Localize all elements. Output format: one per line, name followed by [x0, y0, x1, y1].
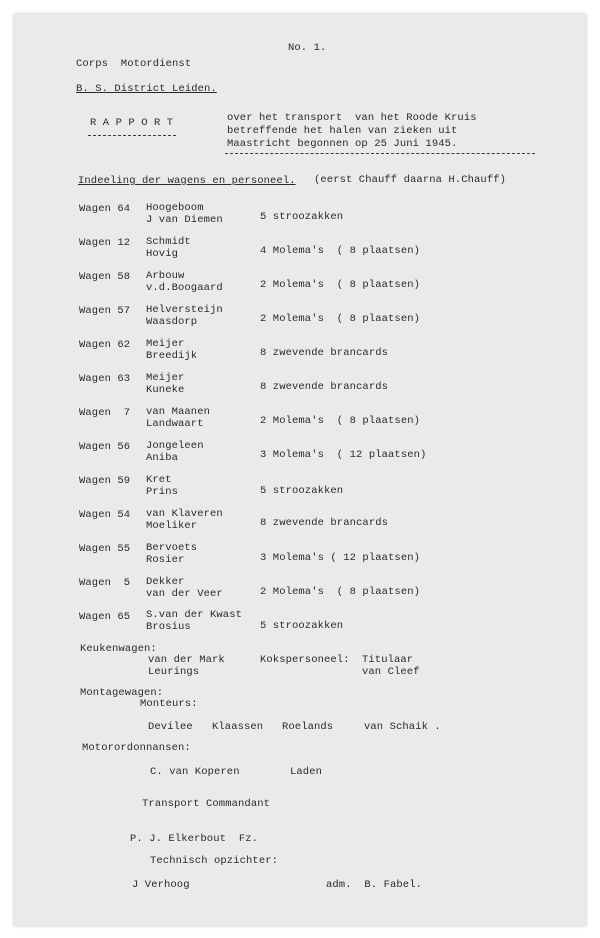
wagon-driver: Arbouw [146, 270, 185, 282]
wagon-codriver: J van Diemen [146, 214, 223, 226]
wagon-label: Wagen 63 [79, 373, 131, 385]
kitchen-name-1: van der Mark [148, 654, 225, 666]
report-line-2: betreffende het halen van zieken uit [227, 125, 458, 137]
wagon-driver: Jongeleen [146, 440, 204, 452]
district: B. S. District Leiden. [76, 83, 217, 95]
wagon-label: Wagen 5 [79, 577, 131, 589]
wagon-load: 2 Molema's ( 8 plaatsen) [260, 586, 421, 598]
wagon-codriver: Moeliker [146, 520, 198, 532]
wagon-driver: Hoogeboom [146, 202, 204, 214]
wagon-label: Wagen 7 [79, 407, 131, 419]
report-line-3: Maastricht begonnen op 25 Juni 1945. [227, 138, 458, 150]
wagon-load: 8 zwevende brancards [260, 517, 389, 529]
kitchen-label: Keukenwagen: [80, 643, 157, 655]
wagon-codriver: Rosier [146, 554, 185, 566]
kitchen-name-2: Leurings [148, 666, 200, 678]
wagon-load: 8 zwevende brancards [260, 381, 389, 393]
wagon-label: Wagen 64 [79, 203, 131, 215]
report-title: R A P P O R T [90, 117, 174, 129]
wagon-load: 5 stroozakken [260, 620, 344, 632]
wagon-driver: Helversteijn [146, 304, 223, 316]
wagon-codriver: Hovig [146, 248, 179, 260]
wagon-driver: van Maanen [146, 406, 211, 418]
kitchen-staff-1: Titulaar [362, 654, 414, 666]
wagon-label: Wagen 65 [79, 611, 131, 623]
wagon-driver: Dekker [146, 576, 185, 588]
wagon-codriver: Landwaart [146, 418, 204, 430]
wagon-label: Wagen 58 [79, 271, 131, 283]
section-heading: Indeeling der wagens en personeel. [78, 175, 296, 187]
wagon-codriver: Aniba [146, 452, 179, 464]
wagon-codriver: Prins [146, 486, 179, 498]
wagon-codriver: Brosius [146, 621, 191, 633]
wagon-driver: Schmidt [146, 236, 191, 248]
wagon-driver: Meijer [146, 372, 185, 384]
mechanic-2: Klaassen [212, 721, 264, 733]
wagon-codriver: v.d.Boogaard [146, 282, 223, 294]
section-note: (eerst Chauff daarna H.Chauff) [314, 174, 507, 186]
wagon-codriver: Waasdorp [146, 316, 198, 328]
technician-label: Technisch opzichter: [150, 855, 279, 867]
commander-name: P. J. Elkerbout Fz. [130, 833, 259, 845]
mechanics-label: Monteurs: [140, 698, 198, 710]
wagon-load: 2 Molema's ( 8 plaatsen) [260, 415, 421, 427]
assembly-label: Montagewagen: [80, 687, 164, 699]
report-divider [225, 153, 535, 154]
wagon-label: Wagen 62 [79, 339, 131, 351]
wagon-load: 3 Molema's ( 12 plaatsen) [260, 552, 421, 564]
wagon-load: 4 Molema's ( 8 plaatsen) [260, 245, 421, 257]
wagon-label: Wagen 56 [79, 441, 131, 453]
wagon-driver: Bervoets [146, 542, 198, 554]
wagon-label: Wagen 12 [79, 237, 131, 249]
wagon-load: 5 stroozakken [260, 485, 344, 497]
kitchen-staff-label: Kokspersoneel: [260, 654, 350, 666]
wagon-codriver: Breedijk [146, 350, 198, 362]
technician-name: J Verhoog [132, 879, 190, 891]
commander-label: Transport Commandant [142, 798, 271, 810]
wagon-load: 3 Molema's ( 12 plaatsen) [260, 449, 427, 461]
wagon-label: Wagen 55 [79, 543, 131, 555]
wagon-codriver: van der Veer [146, 588, 223, 600]
document-page [14, 14, 586, 926]
wagon-driver: Kret [146, 474, 172, 486]
organization: Corps Motordienst [76, 58, 192, 70]
courier-1: C. van Koperen [150, 766, 240, 778]
wagon-label: Wagen 57 [79, 305, 131, 317]
wagon-load: 8 zwevende brancards [260, 347, 389, 359]
couriers-label: Motorordonnansen: [82, 742, 191, 754]
report-line-1: over het transport van het Roode Kruis [227, 112, 477, 124]
wagon-load: 2 Molema's ( 8 plaatsen) [260, 279, 421, 291]
wagon-driver: S.van der Kwast [146, 609, 243, 621]
report-number: No. 1. [288, 42, 327, 54]
mechanic-4: van Schaik . [364, 721, 441, 733]
courier-2: Laden [290, 766, 323, 778]
administrator: adm. B. Fabel. [326, 879, 423, 891]
kitchen-staff-2: van Cleef [362, 666, 420, 678]
wagon-load: 2 Molema's ( 8 plaatsen) [260, 313, 421, 325]
wagon-driver: van Klaveren [146, 508, 223, 520]
wagon-label: Wagen 59 [79, 475, 131, 487]
title-underline [88, 135, 176, 136]
wagon-label: Wagen 54 [79, 509, 131, 521]
mechanic-3: Roelands [282, 721, 334, 733]
wagon-load: 5 stroozakken [260, 211, 344, 223]
wagon-driver: Meijer [146, 338, 185, 350]
wagon-codriver: Kuneke [146, 384, 185, 396]
mechanic-1: Devilee [148, 721, 193, 733]
